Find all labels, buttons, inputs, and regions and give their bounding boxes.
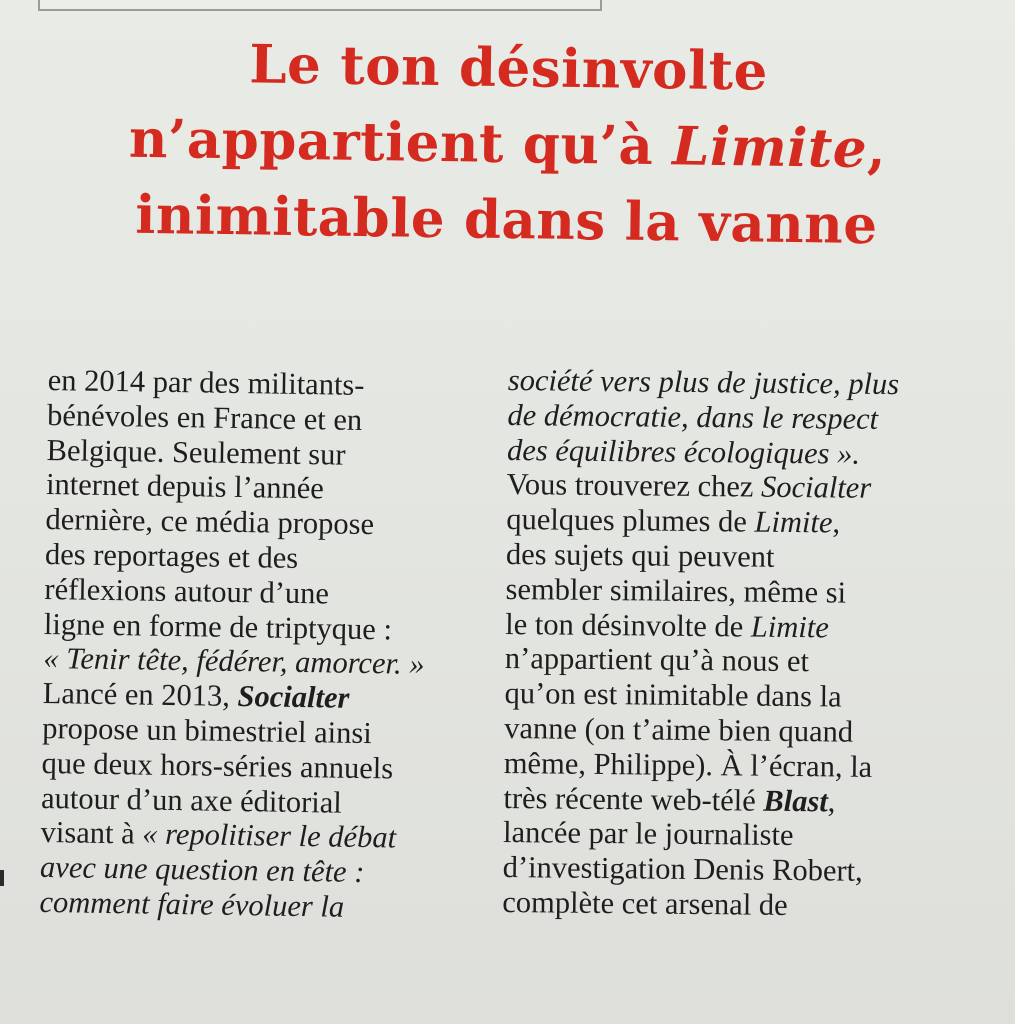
body-text: quelques plumes de [506,502,755,539]
pull-quote-emphasis: Limite [671,115,868,181]
body-text: même, Philippe). À l’écran, la [503,745,873,784]
text-line [503,781,963,821]
body-text: des reportages et des [44,536,299,575]
italic-text: « repolitiser le débat [142,816,397,855]
text-line [507,433,967,473]
body-text: sembler similaires, même si [505,571,847,610]
body-text: lancée par le journaliste [502,815,794,853]
body-text: visant à [40,815,143,851]
pull-quote-line-3: inimitable dans la vanne [134,183,878,257]
pull-quote-line-2: n’appartient qu’à Limite, [128,107,887,181]
text-line [502,885,962,925]
header-box-edge [38,0,602,11]
body-text: dernière, ce média propose [45,502,375,542]
text-line [505,572,965,612]
text-line [505,607,965,647]
body-text: n’appartient qu’à nous et [504,641,810,679]
text-line [506,502,966,542]
text-line [506,537,966,577]
italic-text: avec une question en tête : [39,850,365,890]
body-text: ligne en forme de triptyque : [43,606,393,647]
body-text: des sujets qui peuvent [505,536,775,574]
text-line [504,711,964,751]
text-line [504,746,964,786]
body-text: en 2014 par des militants- [47,363,365,402]
body-text: , [827,783,836,819]
body-text: Belgique. Seulement sur [46,432,346,472]
pull-quote-line-1: Le ton désinvolte [248,33,769,103]
text-line [507,467,967,507]
body-text: réflexions autour d’une [44,571,330,611]
body-text: autour d’un axe éditorial [40,780,343,820]
body-text: le ton désinvolte de [505,606,752,644]
body-text: que deux hors-séries annuels [41,745,394,786]
italic-text: « Tenir tête, fédérer, amorcer. » [43,641,425,682]
body-text: complète cet arsenal de [502,884,788,922]
italic-text: de démocratie, dans le respect [507,397,879,436]
italic-text: société vers plus de justice, plus [507,363,900,402]
article-column-left [39,363,468,926]
bold-title: Socialter [237,679,350,715]
article-column-right [502,363,968,925]
text-line [505,641,965,681]
body-text: très récente web-télé [503,780,764,818]
body-text: internet depuis l’année [45,467,325,506]
italic-text: Limite [754,504,833,540]
italic-text: des équilibres écologiques ». [506,432,861,471]
italic-text: Socialter [760,470,872,506]
pull-quote [38,23,976,264]
italic-text: comment faire évoluer la [39,884,345,924]
text-line [507,398,967,438]
body-text: propose un bimestriel ainsi [42,710,373,751]
body-text: qu’on est inimitable dans la [504,676,842,714]
page-edge-mark [0,870,4,886]
body-text: bénévoles en France et en [46,397,363,437]
body-text: d’investigation Denis Robert, [502,850,863,888]
text-line [503,815,963,855]
text-line [39,885,459,926]
body-text: , [832,505,841,540]
bold-title: Blast [763,783,828,818]
body-text: Lancé en 2013, [42,676,238,714]
body-text: vanne (on t’aime bien quand [504,710,854,749]
body-text: Vous trouverez chez [506,467,762,505]
text-line [503,850,963,890]
text-line [508,363,968,403]
text-line [504,676,964,716]
italic-text: Limite [750,609,830,644]
